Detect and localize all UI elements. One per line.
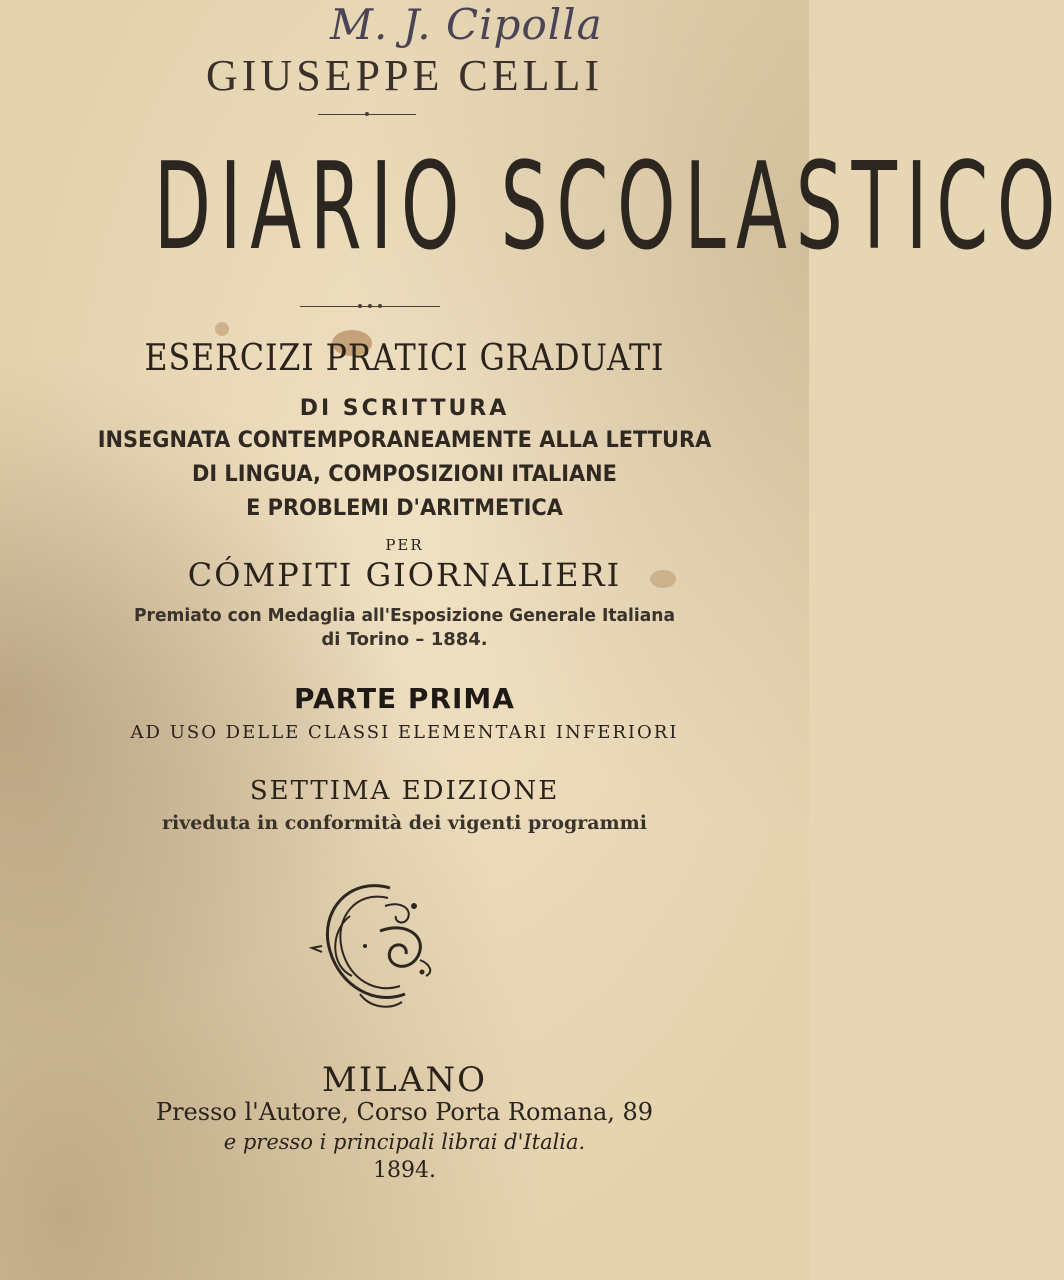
subtitle-line-5: E PROBLEMI D'ARITMETICA bbox=[246, 496, 563, 521]
subtitle-line-3: INSEGNATA CONTEMPORANEAMENTE ALLA LETTURA bbox=[97, 428, 712, 453]
edition-heading: SETTIMA EDIZIONE bbox=[249, 776, 560, 806]
author-name: GIUSEPPE CELLI bbox=[206, 51, 603, 100]
handwritten-inscription: M. J. Cipolla bbox=[330, 0, 603, 49]
imprint-city: MILANO bbox=[322, 1060, 487, 1100]
per-label: PER bbox=[385, 536, 424, 554]
subtitle-line-1: ESERCIZI PRATICI GRADUATI bbox=[144, 338, 665, 379]
award-line-1: Premiato con Medaglia all'Esposizione Generale Italiana bbox=[133, 605, 676, 626]
subtitle-line-2: DI SCRITTURA bbox=[299, 396, 510, 421]
award-line-2: di Torino – 1884. bbox=[321, 629, 488, 650]
rule-dot bbox=[365, 112, 369, 116]
edition-note: riveduta in conformità dei vigenti programmi bbox=[161, 812, 647, 834]
stain bbox=[215, 322, 229, 336]
part-heading: PARTE PRIMA bbox=[294, 682, 515, 715]
book-title: DIARIO SCOLASTICO bbox=[153, 138, 1064, 277]
part-usage: AD USO DELLE CLASSI ELEMENTARI INFERIORI bbox=[130, 722, 679, 743]
imprint-publisher: Presso l'Autore, Corso Porta Romana, 89 bbox=[155, 1098, 654, 1126]
rule-dot bbox=[368, 304, 372, 308]
imprint-booksellers: e presso i principali librai d'Italia. bbox=[223, 1130, 586, 1154]
subtitle-line-4: DI LINGUA, COMPOSIZIONI ITALIANE bbox=[192, 462, 617, 487]
rule-dot bbox=[358, 304, 362, 308]
imprint-year: 1894. bbox=[373, 1158, 436, 1183]
ornamental-monogram-icon bbox=[310, 876, 440, 1016]
rule-dot bbox=[378, 304, 382, 308]
compiti-heading: CÓMPITI GIORNALIERI bbox=[187, 556, 622, 594]
